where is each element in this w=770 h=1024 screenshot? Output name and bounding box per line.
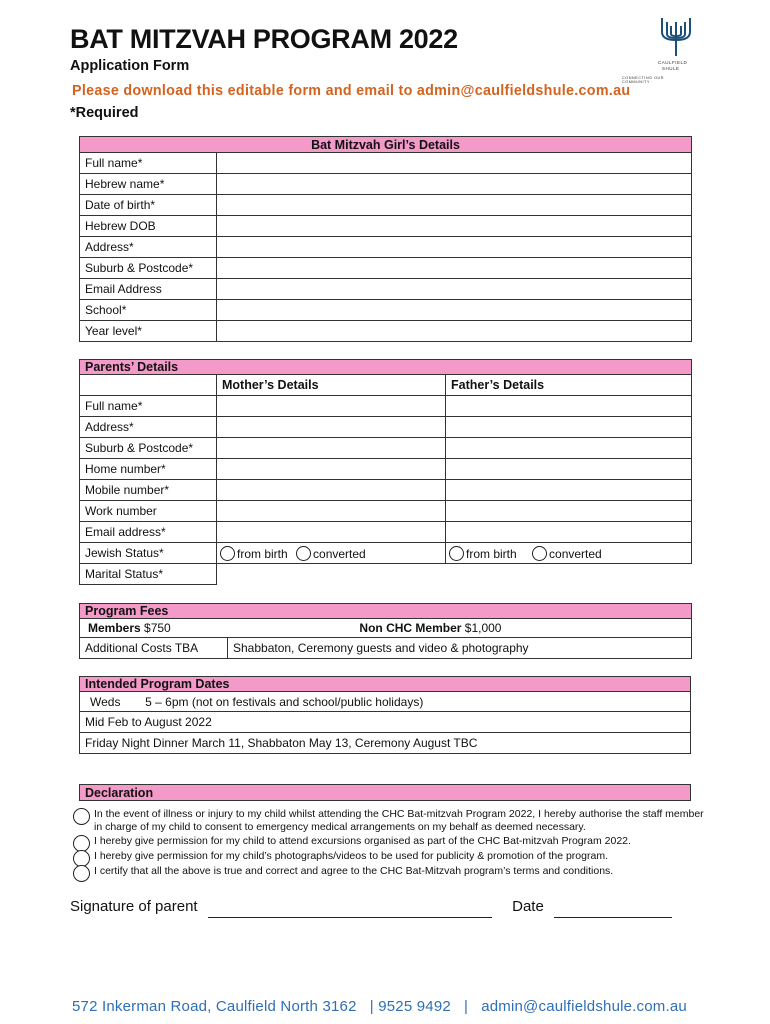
input-mother-mobile-number[interactable] <box>217 480 446 501</box>
mother-converted-radio[interactable] <box>296 546 311 561</box>
page-title: BAT MITZVAH PROGRAM 2022 <box>70 24 458 54</box>
logo-tagline: CONNECTING OUR COMMUNITY <box>622 76 665 84</box>
signature-row <box>70 898 672 918</box>
signature-input[interactable] <box>208 900 492 918</box>
input-girl-hebrew-dob[interactable] <box>217 216 692 237</box>
program-dates-heading: Intended Program Dates <box>80 677 691 692</box>
input-father-home-number[interactable] <box>446 459 692 480</box>
fees-row <box>80 619 692 638</box>
additional-costs-value: Shabbaton, Ceremony guests and video & photography <box>228 638 692 659</box>
father-details-heading: Father’s Details <box>446 375 692 396</box>
program-day-time <box>80 692 691 712</box>
field-label-address: Address* <box>80 237 217 258</box>
parent-label-home-number: Home number* <box>80 459 217 480</box>
father-from-birth-radio[interactable] <box>449 546 464 561</box>
father-from-birth-label: from birth <box>466 546 517 561</box>
parent-label-full-name: Full name* <box>80 396 217 417</box>
parent-label-mobile-number: Mobile number* <box>80 480 217 501</box>
field-label-suburb: Suburb & Postcode* <box>80 258 217 279</box>
footer-contact: 572 Inkerman Road, Caulfield North 3162 | 9525 9492 | admin@caulfieldshule.com.au <box>72 998 687 1015</box>
mother-converted-label: converted <box>313 546 366 561</box>
program-day: Weds <box>90 694 121 709</box>
input-mother-email[interactable] <box>217 522 446 543</box>
parent-label-suburb: Suburb & Postcode* <box>80 438 217 459</box>
mother-jewish-status <box>217 543 446 564</box>
parent-label-email: Email address* <box>80 522 217 543</box>
input-girl-school[interactable] <box>217 300 692 321</box>
input-girl-email[interactable] <box>217 279 692 300</box>
declaration-1-text: In the event of illness or injury to my child whilst attending the CHC Bat-mitzvah Program 2022, I hereby authorise the staff member in charge of my child to consent to emergency medical arrangements on my behalf as deemed necessary. <box>94 808 704 833</box>
declaration-4-radio[interactable] <box>73 865 90 882</box>
field-label-dob: Date of birth* <box>80 195 217 216</box>
input-father-email[interactable] <box>446 522 692 543</box>
page-subtitle: Application Form <box>70 58 190 74</box>
parents-details-table <box>79 359 692 585</box>
declaration-4-text: I certify that all the above is true and correct and agree to the CHC Bat-Mitzvah program’s terms and conditions. <box>94 865 614 877</box>
parents-details-heading: Parents’ Details <box>80 360 692 375</box>
parent-label-work-number: Work number <box>80 501 217 522</box>
input-mother-home-number[interactable] <box>217 459 446 480</box>
input-girl-dob[interactable] <box>217 195 692 216</box>
input-girl-hebrew-name[interactable] <box>217 174 692 195</box>
non-member-label: Non CHC Member <box>359 621 462 635</box>
declaration-3-text: I hereby give permission for my child’s photographs/videos to be used for publicity & promotion of the program. <box>94 850 608 862</box>
field-label-hebrew-name: Hebrew name* <box>80 174 217 195</box>
mother-details-heading: Mother’s Details <box>217 375 446 396</box>
input-mother-address[interactable] <box>217 417 446 438</box>
declaration-table <box>79 784 691 801</box>
program-time: 5 – 6pm (not on festivals and school/public holidays) <box>145 694 424 709</box>
input-father-work-number[interactable] <box>446 501 692 522</box>
father-converted-radio[interactable] <box>532 546 547 561</box>
field-label-hebrew-dob: Hebrew DOB <box>80 216 217 237</box>
menorah-logo-icon <box>654 14 698 58</box>
declaration-1-radio[interactable] <box>73 808 90 825</box>
members-price: $750 <box>144 621 171 635</box>
date-input[interactable] <box>554 900 672 918</box>
father-jewish-status <box>446 543 692 564</box>
field-label-full-name: Full name* <box>80 153 217 174</box>
input-father-suburb[interactable] <box>446 438 692 459</box>
program-date-range: Mid Feb to August 2022 <box>80 712 691 733</box>
input-mother-work-number[interactable] <box>217 501 446 522</box>
input-father-address[interactable] <box>446 417 692 438</box>
input-mother-full-name[interactable] <box>217 396 446 417</box>
parents-header-spacer <box>80 375 217 396</box>
input-mother-suburb[interactable] <box>217 438 446 459</box>
input-girl-full-name[interactable] <box>217 153 692 174</box>
declaration-heading: Declaration <box>80 785 691 801</box>
input-marital-status[interactable] <box>217 564 446 585</box>
parent-label-jewish-status: Jewish Status* <box>80 543 217 564</box>
signature-label: Signature of parent <box>70 898 198 915</box>
parent-label-address: Address* <box>80 417 217 438</box>
program-fees-table <box>79 603 692 659</box>
input-father-full-name[interactable] <box>446 396 692 417</box>
father-converted-label: converted <box>549 546 602 561</box>
program-dates-table <box>79 676 691 754</box>
logo-text-line2: SHULE <box>662 66 680 71</box>
girl-details-table <box>79 136 692 342</box>
instruction-text: Please download this editable form and email to admin@caulfieldshule.com.au <box>72 83 631 99</box>
required-note: *Required <box>70 105 139 121</box>
additional-costs-label: Additional Costs TBA <box>80 638 228 659</box>
input-girl-year-level[interactable] <box>217 321 692 342</box>
members-label: Members <box>88 621 141 635</box>
input-father-mobile-number[interactable] <box>446 480 692 501</box>
field-label-email: Email Address <box>80 279 217 300</box>
parent-label-marital-status: Marital Status* <box>80 564 217 585</box>
declaration-2-text: I hereby give permission for my child to attend excursions organised as part of the CHC Bat-mitzvah Program 2022. <box>94 835 631 847</box>
field-label-school: School* <box>80 300 217 321</box>
date-label: Date <box>512 898 544 915</box>
marital-status-spacer <box>446 564 692 585</box>
field-label-year-level: Year level* <box>80 321 217 342</box>
program-fees-heading: Program Fees <box>80 604 692 619</box>
program-events: Friday Night Dinner March 11, Shabbaton May 13, Ceremony August TBC <box>80 733 691 754</box>
input-girl-suburb[interactable] <box>217 258 692 279</box>
girl-details-heading: Bat Mitzvah Girl’s Details <box>80 137 692 153</box>
mother-from-birth-radio[interactable] <box>220 546 235 561</box>
caulfield-shule-logo <box>618 14 690 84</box>
mother-from-birth-label: from birth <box>237 546 288 561</box>
non-member-price: $1,000 <box>464 621 502 635</box>
input-girl-address[interactable] <box>217 237 692 258</box>
logo-text-line1: CAULFIELD <box>658 60 688 65</box>
